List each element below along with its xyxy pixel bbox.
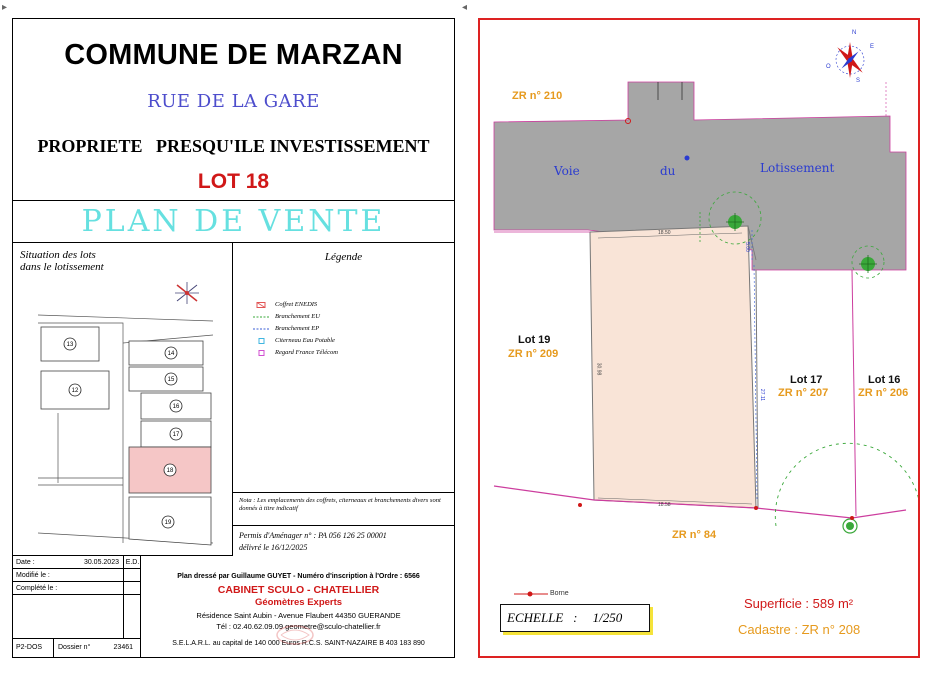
completed-row: Complété le :	[13, 582, 141, 595]
cabinet-subtitle: Géomètres Experts	[254, 597, 343, 608]
situation-lot-number: 15	[167, 377, 175, 383]
blank-row	[13, 595, 141, 639]
zr-210-label: ZR n° 210	[512, 90, 563, 102]
lot-19-zr: ZR n° 209	[508, 348, 559, 360]
situation-map	[13, 243, 233, 556]
legend	[233, 243, 454, 493]
title-block	[13, 19, 454, 201]
dim-bottom: 18.58	[658, 502, 671, 508]
situation-lot-number: 16	[172, 404, 180, 410]
sheet-mark-right: ◂	[462, 2, 468, 13]
lot-19-label: Lot 19	[518, 334, 551, 346]
situation-lot-number: 14	[167, 351, 175, 357]
dashed-line-icon	[253, 314, 269, 320]
plan-title: PLAN DE VENTE	[81, 204, 386, 239]
company-info: S.E.L.A.R.L. au capital de 140 000 Euros R.C.S. SAINT-NAZAIRE B 403 183 890	[172, 640, 425, 647]
compass-icon	[835, 42, 865, 78]
road-point-icon	[685, 156, 690, 161]
title-sheet	[12, 18, 455, 658]
surface-label: Superficie : 589 m²	[744, 596, 854, 611]
drawn-by: Plan dressé par Guillaume GUYET - Numéro d'inscription à l'Ordre : 6566	[177, 573, 420, 580]
situation-lot-number: 19	[164, 520, 172, 526]
lot-number: LOT 18	[197, 170, 270, 193]
footer-block	[13, 556, 454, 657]
situation-lot-number: 13	[66, 342, 74, 348]
cabinet-address: Résidence Saint Aubin - Avenue Flaubert 44350 GUERANDE	[196, 611, 401, 620]
situation-lot-number: 12	[71, 388, 79, 394]
cabinet-name: CABINET SCULO - CHATELLIER	[217, 584, 380, 596]
scale-value: 1/250	[592, 610, 623, 625]
borne-label: Borne	[550, 590, 569, 597]
compass-s: S	[856, 78, 861, 84]
lot-17-zr: ZR n° 207	[778, 387, 829, 399]
cabinet-logo-watermark	[275, 622, 315, 648]
plan-sheet	[478, 18, 920, 658]
square-icon	[253, 338, 269, 344]
cadastre-label: Cadastre : ZR n° 208	[738, 622, 861, 637]
road-label-voie: Voie	[554, 164, 580, 178]
dossier-row: P2-DOS Dossier n° 23461	[13, 639, 141, 657]
situation-lot-number: 17	[172, 432, 180, 438]
commune-title: COMMUNE DE MARZAN	[64, 39, 403, 71]
revision-table	[13, 556, 141, 657]
situation-label: Situation des lots dans le lotissement	[20, 249, 104, 273]
legend-item-water: Citerneau Eau Potable	[253, 337, 335, 344]
permit-date: délivré le 16/12/2025	[239, 543, 308, 552]
road-label-du: du	[660, 164, 676, 178]
plan-title-block	[13, 201, 454, 243]
legend-title: Légende	[324, 251, 363, 263]
date-row: Date : 30.05.2023 E.D.	[13, 556, 141, 569]
situation-lot-number: 18	[166, 468, 174, 474]
scale-label: ECHELLE :	[507, 610, 578, 625]
note-text: Nota : Les emplacements des coffrets, citerneaux et branchements divers sont donnés à titre indicatif	[239, 497, 441, 512]
dim-small: 5.00	[743, 242, 750, 252]
street-name: RUE DE LA GARE	[147, 91, 320, 112]
compass-icon	[175, 282, 199, 304]
lot-16-zr: ZR n° 206	[858, 387, 909, 399]
permit-number: Permis d'Aménager n° : PA 056 126 25 00001	[239, 531, 387, 540]
legend-item-telecom: Regard France Télécom	[253, 349, 338, 356]
scale-box	[500, 604, 650, 632]
zr-84-label: ZR n° 84	[672, 529, 717, 541]
box-icon	[253, 302, 269, 308]
modified-row: Modifié le :	[13, 569, 141, 582]
dashed-line-icon	[253, 326, 269, 332]
dim-right: 27.11	[759, 388, 766, 402]
lot-17-label: Lot 17	[790, 374, 823, 386]
sheet-mark-left: ▸	[2, 2, 8, 13]
dim-top: 18.50	[658, 230, 671, 236]
permit-block	[233, 526, 454, 556]
compass-o: O	[826, 64, 831, 70]
note-block	[233, 493, 454, 526]
legend-item-eu: Branchement EU	[253, 313, 320, 320]
legend-item-ep: Branchement EP	[253, 325, 319, 332]
compass-e: E	[870, 44, 875, 50]
dim-left: 30.98	[595, 362, 602, 376]
cabinet-contact: Tél : 02.40.62.09.09 geometre@sculo-chatellier.fr	[216, 622, 381, 631]
lot-16-label: Lot 16	[868, 374, 901, 386]
compass-n: N	[852, 30, 857, 36]
road-label-lotissement: Lotissement	[760, 161, 835, 175]
legend-item-enedis: Coffret ENEDIS	[253, 301, 317, 308]
situation-map-drawing	[13, 243, 231, 554]
tree-icon	[843, 519, 857, 533]
square-icon	[253, 350, 269, 356]
owner-name: PROPRIETE PRESQU'ILE INVESTISSEMENT	[37, 136, 430, 156]
lot-18-parcel	[590, 226, 756, 508]
